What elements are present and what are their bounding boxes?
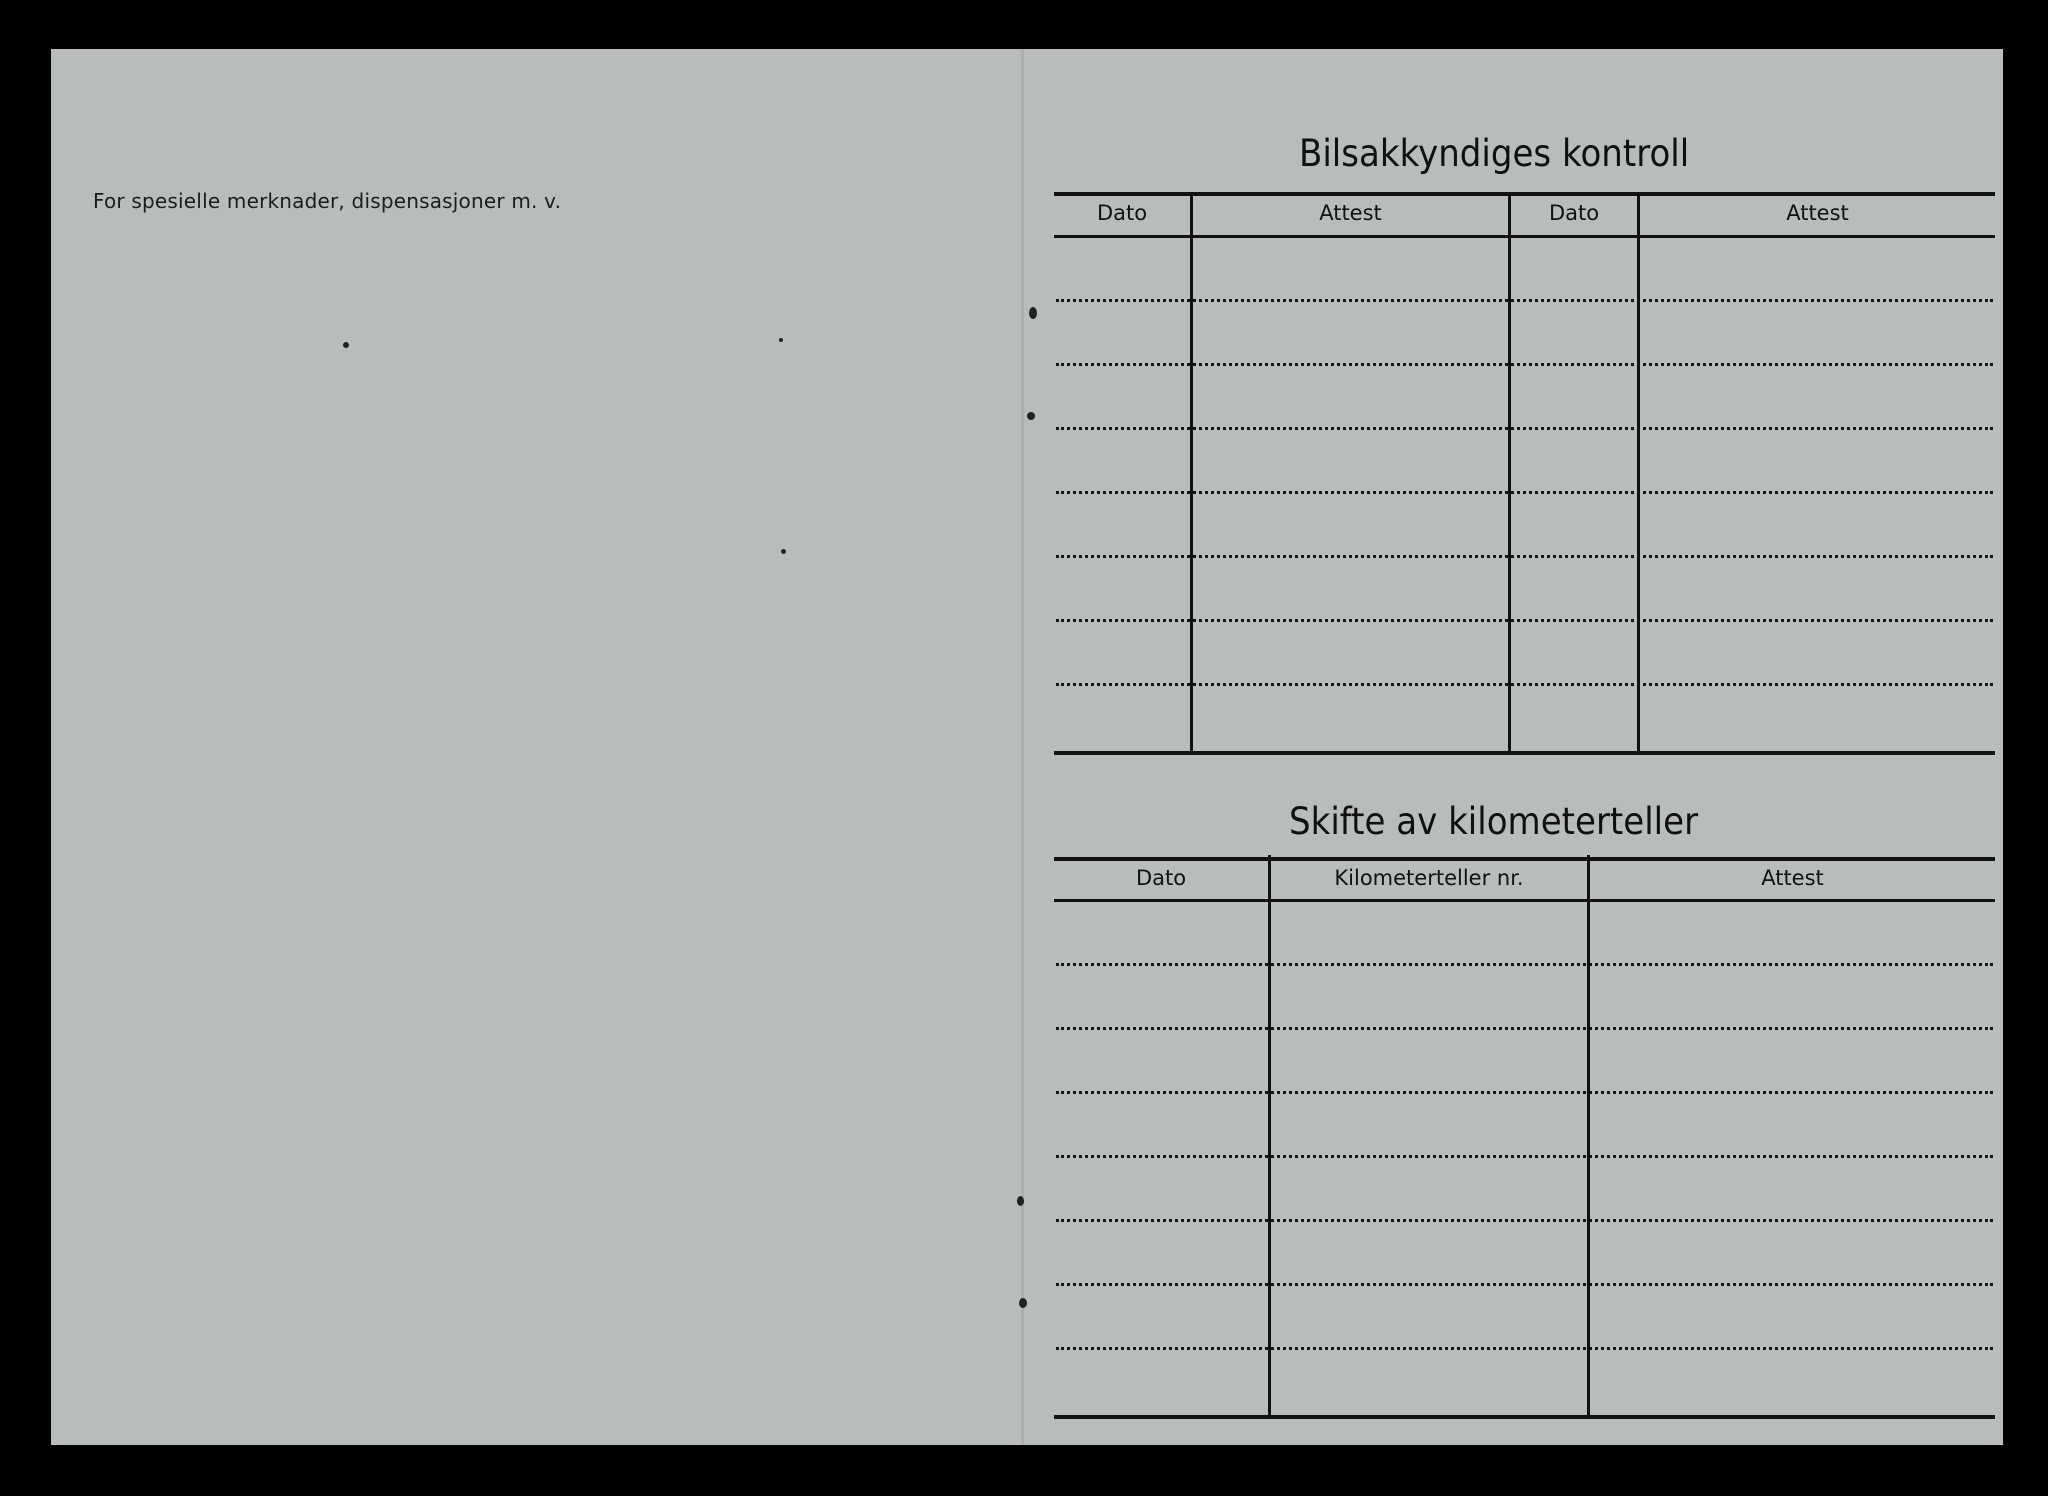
paper-speck — [1017, 1196, 1024, 1206]
inspection-entry-line[interactable] — [1056, 683, 1993, 686]
remarks-label: For spesielle merknader, dispensasjoner m. v. — [93, 189, 562, 213]
odometer-table-header-rule — [1054, 899, 1995, 902]
odometer-table-divider-2 — [1587, 855, 1590, 1417]
odometer-entry-line[interactable] — [1056, 1283, 1993, 1286]
odometer-table-bottom-rule — [1054, 1415, 1995, 1419]
page-fold — [1021, 49, 1024, 1445]
inspection-header-attest-1: Attest — [1319, 201, 1382, 225]
paper-speck — [781, 549, 786, 554]
inspection-entry-line[interactable] — [1056, 491, 1993, 494]
inspection-entry-line[interactable] — [1056, 299, 1993, 302]
inspection-header-date-2: Dato — [1548, 201, 1600, 225]
paper-speck — [1019, 1298, 1027, 1308]
inspection-entry-line[interactable] — [1056, 555, 1993, 558]
odometer-entry-line[interactable] — [1056, 1155, 1993, 1158]
inspection-table-top-rule — [1054, 192, 1995, 196]
paper-speck — [1027, 412, 1035, 420]
form-sheet — [51, 49, 2003, 1445]
inspection-entry-line[interactable] — [1056, 619, 1993, 622]
inspection-table-bottom-rule — [1054, 751, 1995, 755]
odometer-entry-line[interactable] — [1056, 1091, 1993, 1094]
inspection-table-divider-3 — [1637, 194, 1640, 753]
inspection-table-header-rule — [1054, 235, 1995, 238]
odometer-title: Skifte av kilometerteller — [1289, 800, 1699, 843]
odometer-entry-line[interactable] — [1056, 1219, 1993, 1222]
inspection-title: Bilsakkyndiges kontroll — [1299, 132, 1690, 175]
inspection-header-date-1: Dato — [1096, 201, 1148, 225]
inspection-table-divider-1 — [1190, 194, 1193, 753]
inspection-table-divider-2 — [1508, 194, 1511, 753]
odometer-entry-line[interactable] — [1056, 963, 1993, 966]
odometer-table-top-rule — [1054, 857, 1995, 861]
odometer-entry-line[interactable] — [1056, 1027, 1993, 1030]
odometer-header-attest: Attest — [1761, 866, 1824, 890]
odometer-table-divider-1 — [1268, 855, 1271, 1417]
inspection-header-attest-2: Attest — [1786, 201, 1849, 225]
paper-speck — [1029, 307, 1037, 319]
inspection-entry-line[interactable] — [1056, 427, 1993, 430]
paper-speck — [343, 342, 349, 348]
odometer-entry-line[interactable] — [1056, 1347, 1993, 1350]
paper-speck — [779, 338, 783, 342]
inspection-entry-line[interactable] — [1056, 363, 1993, 366]
odometer-header-date: Dato — [1135, 866, 1187, 890]
odometer-header-counter-no: Kilometerteller nr. — [1334, 866, 1524, 890]
